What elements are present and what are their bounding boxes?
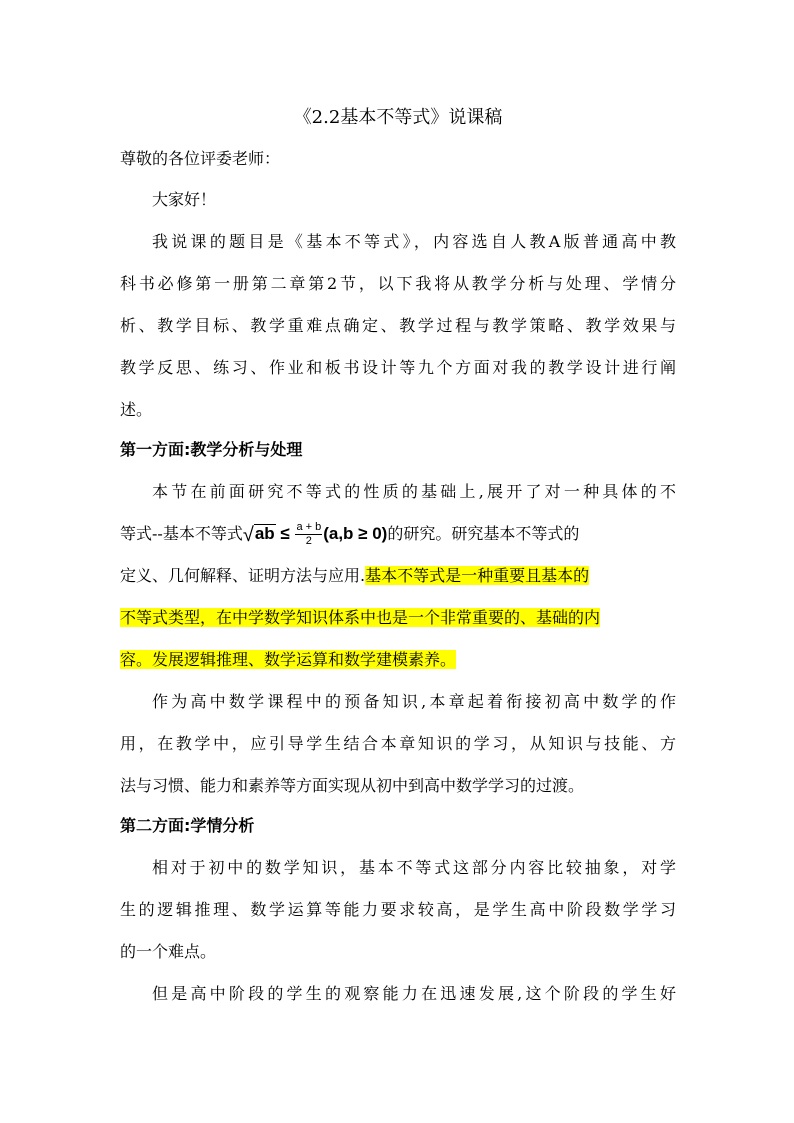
highlighted-text: 不等式类型，在中学数学知识体系中也是一个非常重要的、基础的内 (120, 608, 601, 627)
greeting-line: 尊敬的各位评委老师： (120, 149, 281, 168)
intro-line: 我说课的题目是《基本不等式》，内容选自人教A版普通高中教 (152, 232, 676, 251)
fraction-denominator: 2 (305, 535, 312, 548)
fraction-numerator: a + b (296, 521, 322, 534)
section2-paragraph-line: 相对于初中的数学知识，基本不等式这部分内容比较抽象，对学 (152, 858, 676, 877)
section2-paragraph-line: 的一个难点。 (120, 942, 217, 961)
document-title: 《2.2基本不等式》说课稿 (293, 107, 503, 128)
formula-lead-text: 等式--基本不等式 (120, 524, 243, 543)
intro-line: 述。 (120, 400, 153, 419)
section1-paragraph-line: 用，在教学中，应引导学生结合本章知识的学习，从知识与技能、方 (120, 734, 676, 753)
section1-paragraph-line (120, 600, 676, 636)
section2-paragraph-line: 但是高中阶段的学生的观察能力在迅速发展,这个阶段的学生好 (152, 984, 676, 1003)
plain-text: 定义、几何解释、证明方法与应用. (120, 566, 366, 585)
section1-paragraph-line (120, 558, 676, 594)
section2-heading: 第二方面:学情分析 (120, 816, 255, 835)
highlighted-text: 基本不等式是一种重要且基本的 (365, 566, 590, 585)
section1-heading: 第一方面:教学分析与处理 (120, 440, 303, 459)
section1-paragraph-line: 法与习惯、能力和素养等方面实现从初中到高中数学学习的过渡。 (120, 776, 585, 795)
highlighted-text: 容。发展逻辑推理、数学运算和数学建模素养。 (120, 650, 457, 669)
formula-condition: (a,b ≥ 0) (323, 524, 388, 543)
formula-fraction (295, 521, 322, 548)
hello-line: 大家好！ (152, 190, 217, 209)
sqrt-symbol-icon: √ (242, 524, 254, 546)
section2-paragraph-line: 生的逻辑推理、数学运算等能力要求较高，是学生高中阶段数学学习 (120, 900, 676, 919)
section1-paragraph-line: 作为高中数学课程中的预备知识,本章起着衔接初高中数学的作 (152, 692, 676, 711)
basic-inequality-formula (243, 516, 388, 552)
intro-line: 析、教学目标、教学重难点确定、教学过程与教学策略、教学效果与 (120, 316, 676, 335)
intro-line: 教学反思、练习、作业和板书设计等九个方面对我的教学设计进行阐 (120, 358, 676, 377)
formula-trail-text: 的研究。研究基本不等式的 (387, 524, 580, 543)
section1-paragraph-line: 本节在前面研究不等式的性质的基础上,展开了对一种具体的不 (152, 482, 676, 501)
section1-formula-line (120, 516, 676, 552)
formula-relation: ≤ (275, 524, 295, 543)
intro-line: 科书必修第一册第二章第2节，以下我将从教学分析与处理、学情分 (120, 274, 676, 293)
sqrt-radicand: ab (254, 524, 275, 543)
section1-paragraph-line (120, 642, 676, 678)
